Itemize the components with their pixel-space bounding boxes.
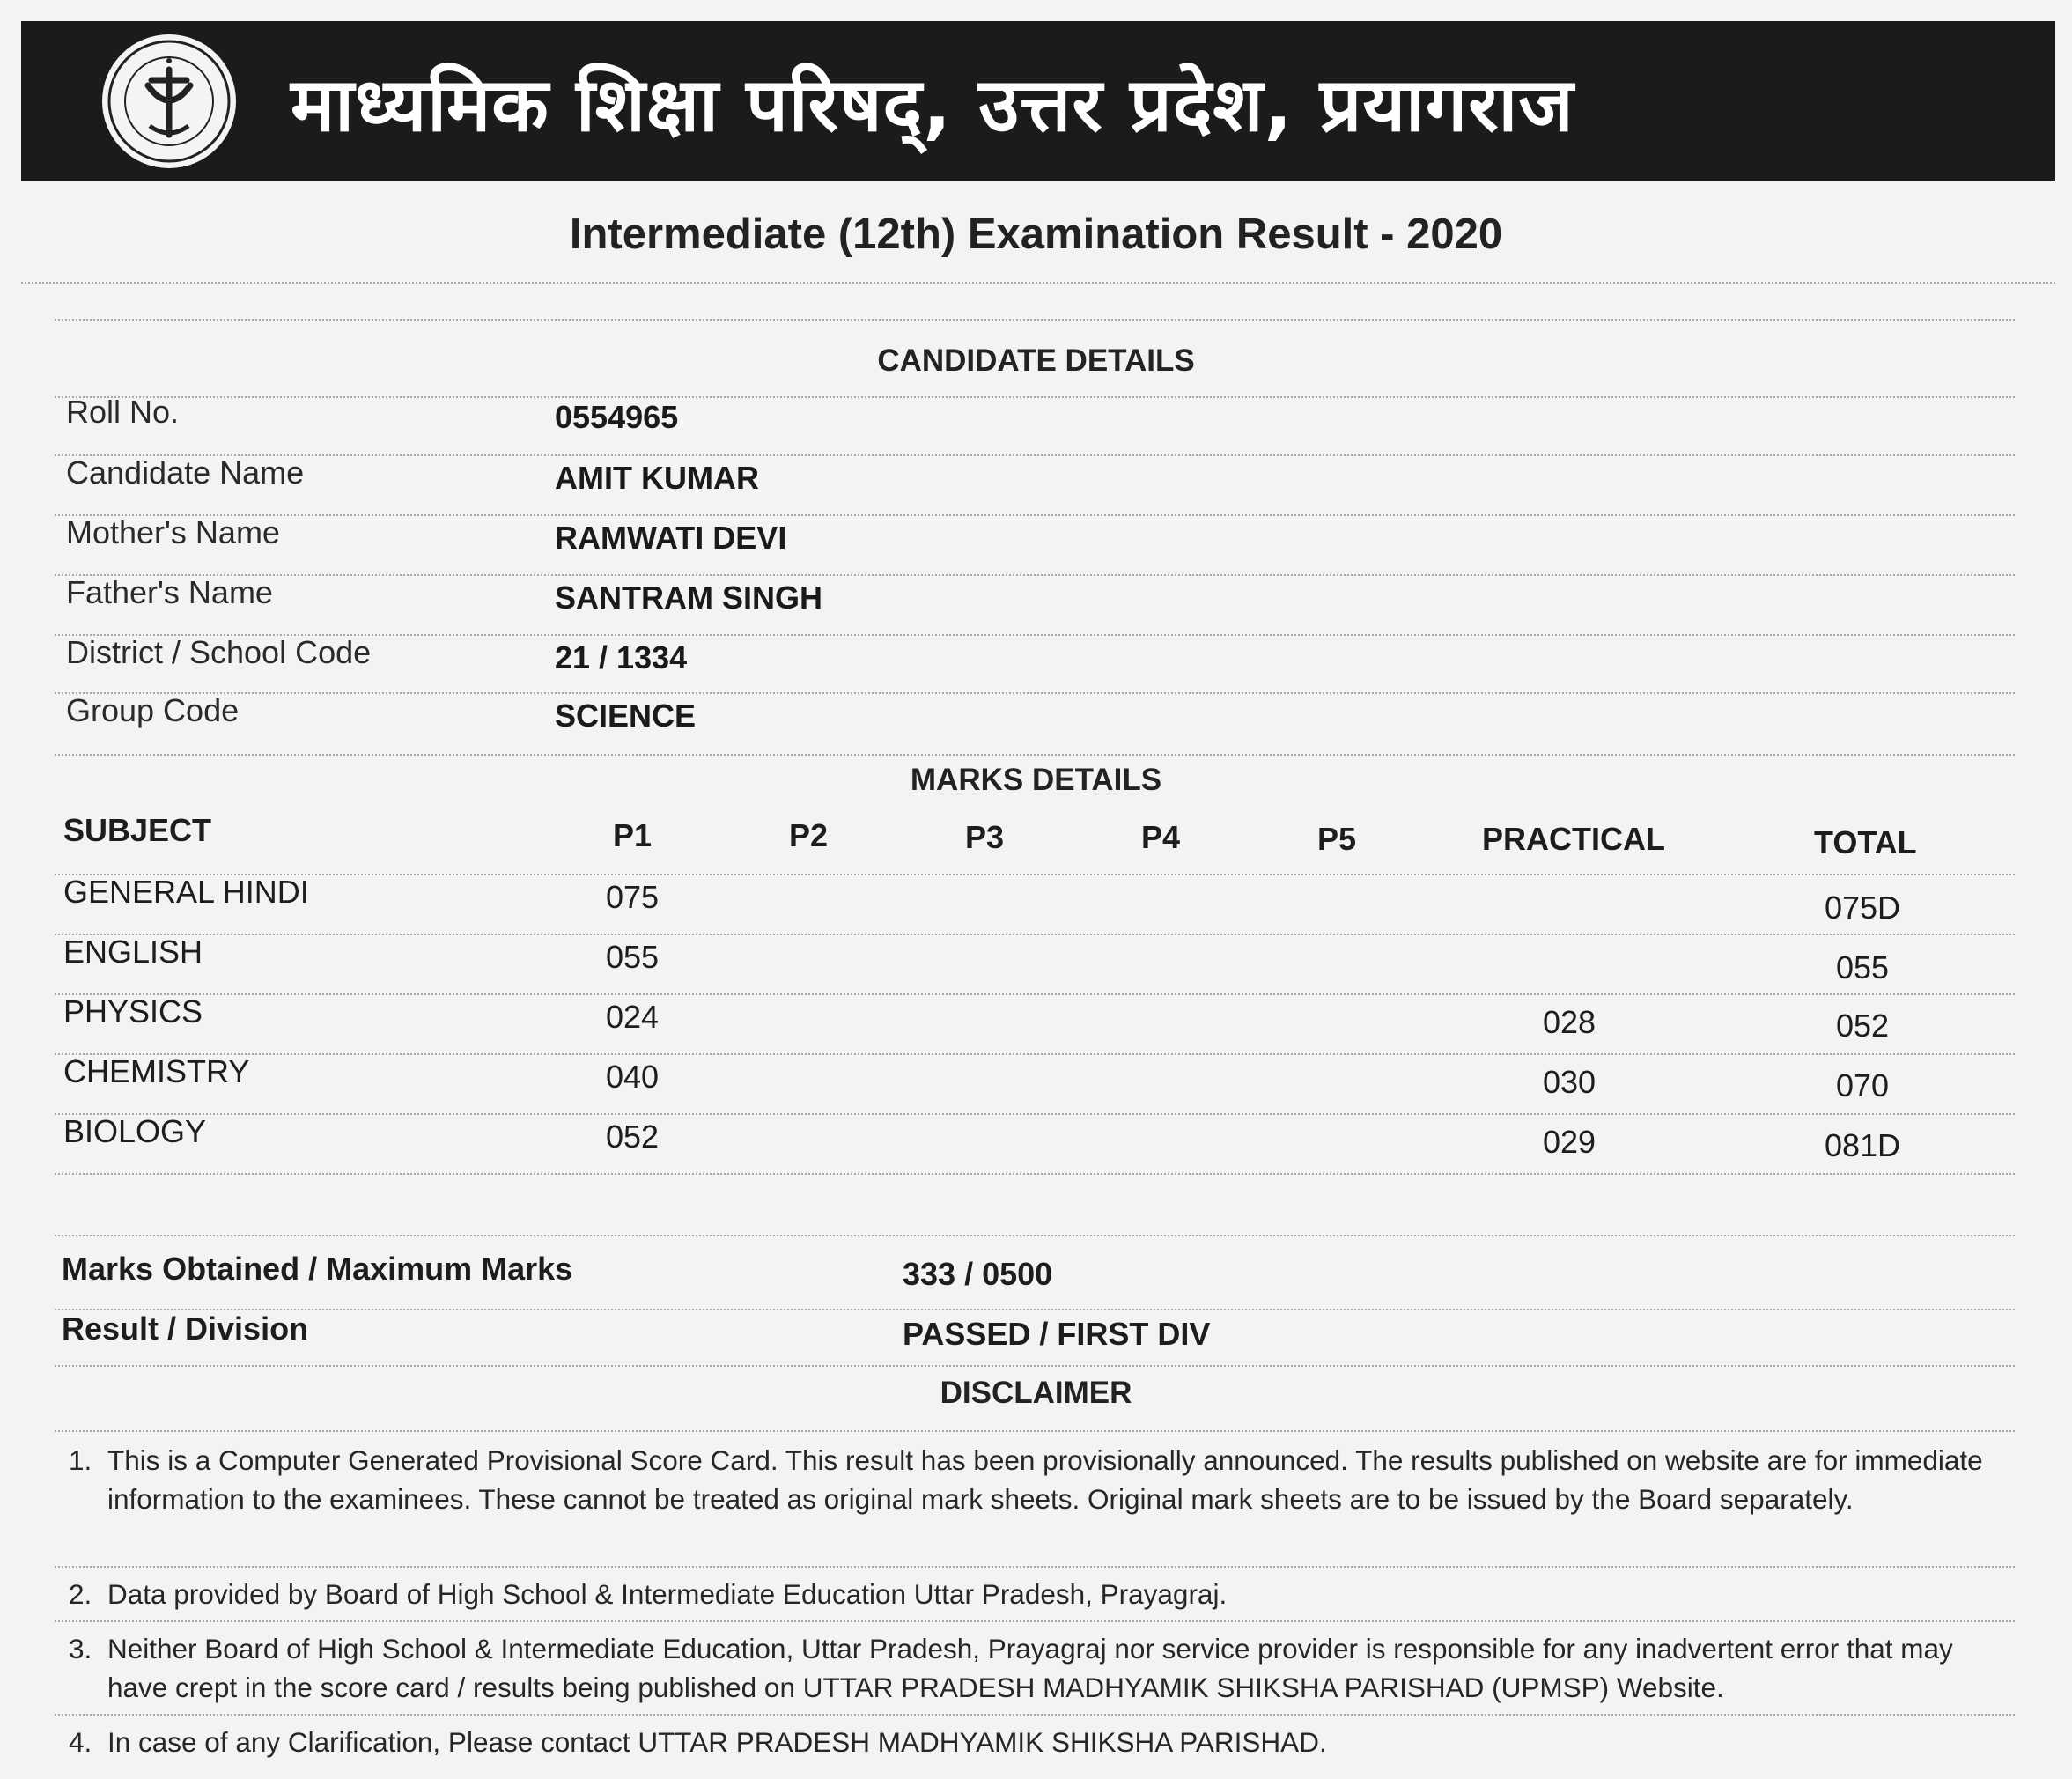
divider bbox=[55, 1365, 2015, 1367]
col-p2: P2 bbox=[788, 817, 829, 853]
p1-marks: 024 bbox=[605, 999, 660, 1035]
detail-row-roll bbox=[0, 394, 2072, 447]
subject-name: CHEMISTRY bbox=[63, 1053, 250, 1089]
candidate-name-value: AMIT KUMAR bbox=[555, 460, 759, 496]
disclaimer-item bbox=[69, 1723, 1988, 1761]
mother-name-value: RAMWATI DEVI bbox=[555, 520, 787, 556]
total-marks: 070 bbox=[1835, 1067, 1890, 1104]
candidate-details-heading: CANDIDATE DETAILS bbox=[877, 343, 1195, 378]
total-marks: 055 bbox=[1835, 949, 1890, 985]
district-school-code-value: 21 / 1334 bbox=[555, 639, 688, 675]
total-marks: 075D bbox=[1824, 890, 1901, 926]
subject-name: BIOLOGY bbox=[63, 1113, 207, 1149]
detail-label: Candidate Name bbox=[66, 454, 305, 491]
roll-number-value: 0554965 bbox=[555, 399, 679, 435]
total-marks: 052 bbox=[1835, 1008, 1890, 1044]
disclaimer-text: Data provided by Board of High School & Intermediate Education Uttar Pradesh, Prayagraj. bbox=[107, 1578, 1228, 1610]
detail-label: Father's Name bbox=[66, 574, 273, 610]
col-subject: SUBJECT bbox=[63, 812, 212, 848]
col-p5: P5 bbox=[1316, 821, 1357, 857]
disclaimer-item bbox=[69, 1629, 1988, 1707]
detail-row-mother-name bbox=[0, 514, 2072, 567]
table-row bbox=[0, 932, 2072, 985]
header-banner bbox=[21, 21, 2055, 181]
exam-title: Intermediate (12th) Examination Result - 2020 bbox=[569, 210, 1503, 258]
divider bbox=[55, 1430, 2015, 1432]
disclaimer-item bbox=[69, 1575, 1988, 1613]
group-code-value: SCIENCE bbox=[555, 698, 697, 734]
divider bbox=[55, 1714, 2015, 1716]
disclaimer-item bbox=[69, 1441, 1988, 1557]
divider bbox=[21, 282, 2055, 284]
detail-row-father-name bbox=[0, 574, 2072, 627]
disclaimer-text: This is a Computer Generated Provisional Score Card. This result has been provisionally announced. The results published on website are for immediate information to the examinees. These cannot be treated as original mark sheets. Original mark sheets are to be issued by the Board separately. bbox=[107, 1444, 1983, 1515]
detail-label: District / School Code bbox=[66, 634, 372, 670]
disclaimer-number: 1. bbox=[69, 1444, 92, 1476]
disclaimer-number: 4. bbox=[69, 1726, 92, 1758]
result-division-value: PASSED / FIRST DIV bbox=[903, 1316, 1211, 1352]
marks-obtained-row bbox=[0, 1249, 2072, 1302]
divider bbox=[55, 319, 2015, 321]
marks-obtained-value: 333 / 0500 bbox=[903, 1256, 1053, 1292]
p1-marks: 052 bbox=[605, 1118, 660, 1155]
upmsp-seal-icon bbox=[99, 31, 240, 172]
marks-obtained-label: Marks Obtained / Maximum Marks bbox=[62, 1251, 573, 1287]
detail-row-group-code bbox=[0, 692, 2072, 745]
table-row bbox=[0, 872, 2072, 925]
marks-table-header bbox=[0, 812, 2072, 865]
result-division-row bbox=[0, 1309, 2072, 1362]
col-p4: P4 bbox=[1140, 819, 1181, 855]
p1-marks: 040 bbox=[605, 1059, 660, 1095]
practical-marks: 030 bbox=[1542, 1064, 1596, 1100]
subject-name: GENERAL HINDI bbox=[63, 874, 309, 910]
detail-label: Mother's Name bbox=[66, 514, 280, 550]
disclaimer-number: 3. bbox=[69, 1633, 92, 1665]
p1-marks: 075 bbox=[605, 879, 660, 915]
divider bbox=[55, 1620, 2015, 1622]
disclaimer-text: Neither Board of High School & Intermediate Education, Uttar Pradesh, Prayagraj nor service provider is responsible for any inadvertent error that may have crept in the score card / results being published on UTTAR PRADESH MADHYAMIK SHIKSHA PARISHAD (UPMSP) Website. bbox=[107, 1633, 1953, 1703]
detail-label: Group Code bbox=[66, 692, 240, 728]
subject-name: PHYSICS bbox=[63, 993, 203, 1030]
subject-name: ENGLISH bbox=[63, 934, 203, 970]
p1-marks: 055 bbox=[605, 939, 660, 975]
col-practical: PRACTICAL bbox=[1482, 821, 1665, 857]
total-marks: 081D bbox=[1824, 1127, 1901, 1163]
detail-label: Roll No. bbox=[66, 394, 180, 430]
result-division-label: Result / Division bbox=[62, 1310, 309, 1347]
divider bbox=[55, 1173, 2015, 1175]
col-p3: P3 bbox=[964, 819, 1005, 855]
detail-row-candidate-name bbox=[0, 454, 2072, 507]
disclaimer-number: 2. bbox=[69, 1578, 92, 1610]
father-name-value: SANTRAM SINGH bbox=[555, 579, 822, 616]
col-p1: P1 bbox=[612, 817, 653, 853]
disclaimer-text: In case of any Clarification, Please contact UTTAR PRADESH MADHYAMIK SHIKSHA PARISHAD. bbox=[107, 1726, 1327, 1758]
practical-marks: 028 bbox=[1542, 1004, 1596, 1040]
col-total: TOTAL bbox=[1814, 824, 1917, 860]
table-row bbox=[0, 992, 2072, 1045]
divider bbox=[55, 1566, 2015, 1568]
disclaimer-heading: DISCLAIMER bbox=[940, 1376, 1132, 1410]
board-title: माध्यमिक शिक्षा परिषद्, उत्तर प्रदेश, प्रयागराज bbox=[291, 61, 1574, 148]
table-row bbox=[0, 1111, 2072, 1164]
marks-details-heading: MARKS DETAILS bbox=[910, 763, 1162, 797]
divider bbox=[55, 1235, 2015, 1236]
detail-row-district-school bbox=[0, 634, 2072, 687]
divider bbox=[55, 754, 2015, 756]
table-row bbox=[0, 1052, 2072, 1104]
practical-marks: 029 bbox=[1542, 1124, 1596, 1160]
